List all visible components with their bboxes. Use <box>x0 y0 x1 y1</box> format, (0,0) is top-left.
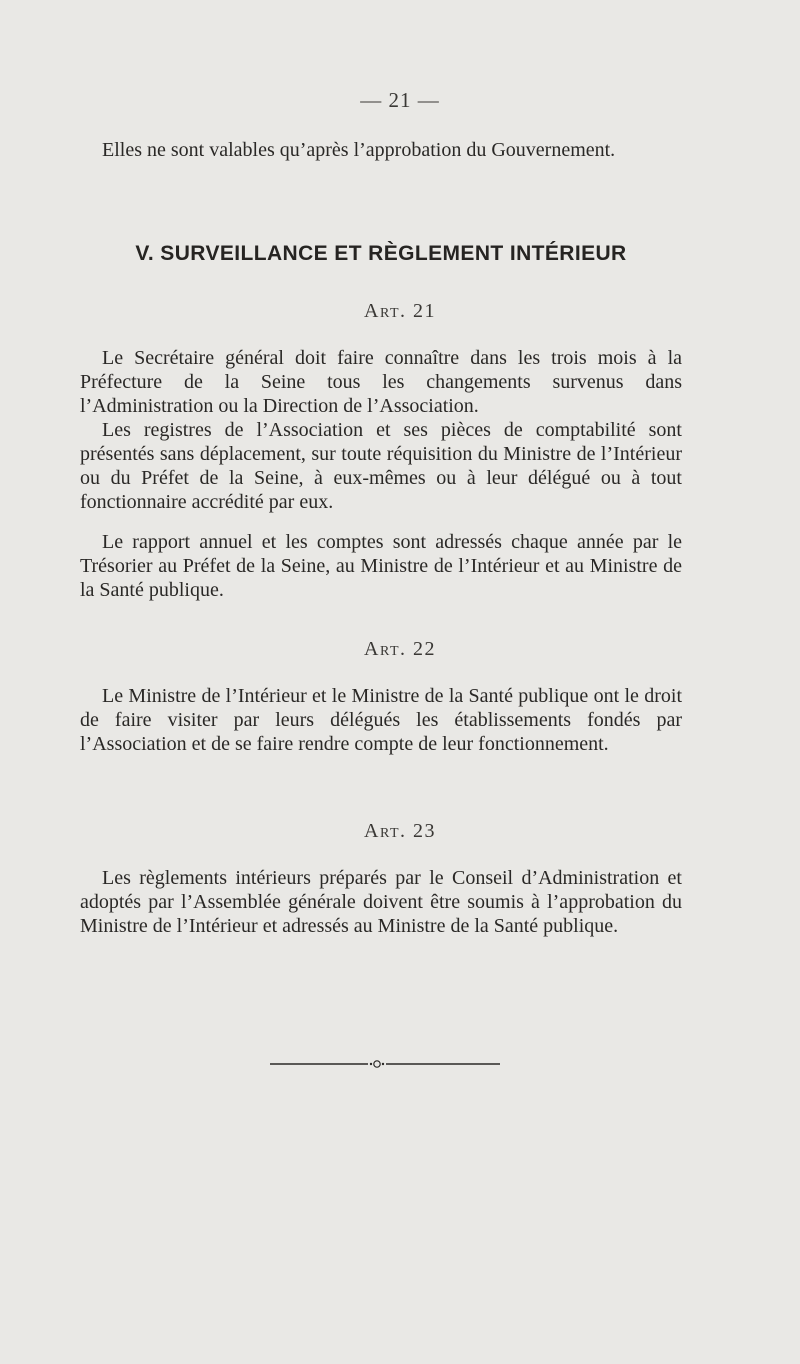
article-21-heading <box>0 300 800 323</box>
article-22-heading-number: 22 <box>413 638 436 660</box>
article-21-paragraph-1: Le Secrétaire général doit faire connaître dans les trois mois à la Préfecture de la Seine tous les changements survenus dans l’Administration ou la Direction de l’Association. <box>80 347 682 417</box>
closing-ornament-icon <box>270 1058 500 1070</box>
article-23-paragraph-1: Les règlements intérieurs préparés par le Conseil d’Administration et adoptés par l’Assemblée générale doivent être soumis à l’approbation du Ministre de l’Intérieur et adressés au Ministre de la Santé publique. <box>80 867 682 937</box>
page-number: — 21 — <box>360 88 440 112</box>
intro-paragraph: Elles ne sont valables qu’après l’approbation du Gouvernement. <box>102 139 616 161</box>
article-22-paragraph-1: Le Ministre de l’Intérieur et le Ministre de la Santé publique ont le droit de faire visiter par leurs délégués les établissements fondés par l’Association et de se faire rendre compte de leur fonctionnement. <box>80 685 682 755</box>
article-23-heading-number: 23 <box>413 820 436 842</box>
article-22-heading <box>0 638 800 661</box>
article-21-heading-prefix: Art. <box>364 300 407 322</box>
article-23-heading <box>0 820 800 843</box>
article-21-paragraph-3: Le rapport annuel et les comptes sont adressés chaque année par le Trésorier au Préfet de la Seine, au Ministre de l’Intérieur et au Ministre de la Santé publique. <box>80 531 682 601</box>
article-21-heading-number: 21 <box>413 300 436 322</box>
article-22-heading-prefix: Art. <box>364 638 407 660</box>
section-heading: V. SURVEILLANCE ET RÈGLEMENT INTÉRIEUR <box>135 242 627 265</box>
article-21-paragraph-2: Les registres de l’Association et ses pièces de comptabilité sont présentés sans déplacement, sur toute réquisition du Ministre de l’Intérieur ou du Préfet de la Seine, à eux-mêmes ou à leur délégué ou à tout fonctionnaire accrédité par eux. <box>80 419 682 513</box>
article-23-heading-prefix: Art. <box>364 820 407 842</box>
